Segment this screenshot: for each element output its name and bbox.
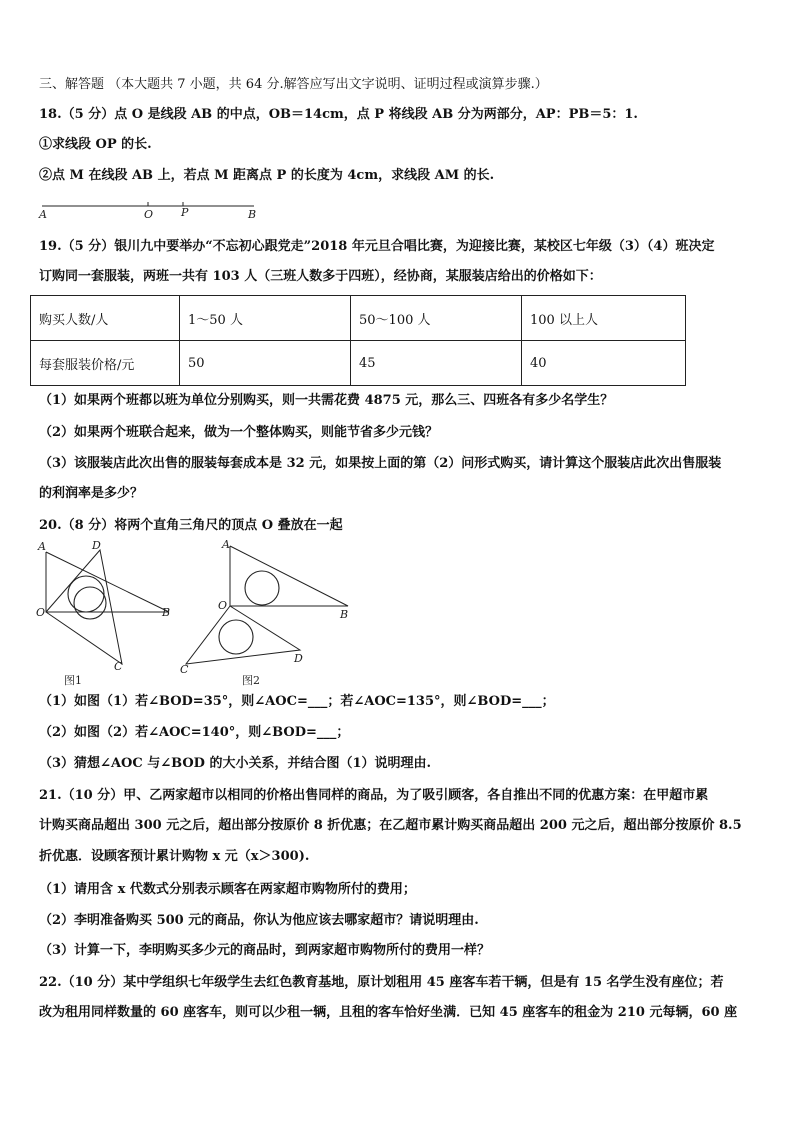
q19-part3-line1: （3）该服装店此次出售的服装每套成本是 32 元，如果按上面的第（2）问形式购买，请计算这个服装店此次出售服装 [39, 456, 722, 471]
fig1-caption: 图1 [64, 674, 82, 687]
point-a-label: A [39, 208, 47, 221]
table-cell: 45 [351, 341, 522, 386]
table-cell: 每套服装价格/元 [31, 341, 180, 386]
table-cell: 50 [180, 341, 351, 386]
fig2-label-d: D [294, 652, 303, 665]
fig2-label-o: O [218, 599, 228, 612]
q21-stem-line3: 折优惠．设顾客预计累计购物 x 元（x＞300). [39, 849, 310, 864]
table-cell: 购买人数/人 [31, 296, 180, 341]
q19-stem-line1: 19.（5 分）银川九中要举办“不忘初心跟党走”2018 年元旦合唱比赛，为迎接比赛，某校区七年级（3）（4）班决定 [39, 239, 715, 254]
point-b-label: B [248, 208, 257, 221]
fig2-label-c: C [180, 663, 189, 676]
fig2-label-a: A [222, 538, 230, 551]
price-table-row [31, 341, 686, 386]
fig1-label-c: C [114, 660, 123, 673]
q19-stem-line2: 订购同一套服装，两班一共有 103 人（三班人数多于四班），经协商，某服装店给出的价格如下： [39, 269, 602, 284]
q20-part1: （1）如图（1）若∠BOD=35°，则∠AOC=___；若∠AOC=135°，则∠BOD=___； [39, 694, 555, 709]
fig2-label-b: B [340, 608, 349, 621]
fig1-label-d: D [92, 539, 101, 552]
table-cell: 40 [522, 341, 686, 386]
q21-stem-line2: 计购买商品超出 300 元之后，超出部分按原价 8 折优惠；在乙超市累计购买商品超出 200 元之后，超出部分按原价 8.5 [39, 818, 742, 833]
figure-1 [34, 538, 184, 690]
q22-stem-line2: 改为租用同样数量的 60 座客车，则可以少租一辆，且租的客车恰好坐满．已知 45 座客车的租金为 210 元每辆，60 座 [39, 1005, 738, 1020]
q22-stem-line1: 22.（10 分）某中学组织七年级学生去红色教育基地，原计划租用 45 座客车若干辆，但是有 15 名学生没有座位；若 [39, 975, 724, 990]
segment-ab-figure [36, 198, 266, 224]
figure-2 [176, 536, 356, 690]
section-title: 三、解答题 （本大题共 7 小题，共 64 分.解答应写出文字说明、证明过程或演算步骤.） [39, 77, 548, 92]
fig1-label-a: A [38, 540, 46, 553]
point-p-label: P [181, 206, 189, 219]
table-cell: 1～50 人 [180, 296, 351, 341]
q18-stem: 18.（5 分）点 O 是线段 AB 的中点，OB＝14cm，点 P 将线段 AB 分为两部分，AP：PB＝5：1. [39, 107, 638, 122]
q20-part3: （3）猜想∠AOC 与∠BOD 的大小关系，并结合图（1）说明理由. [39, 756, 432, 771]
q19-part3-line2: 的利润率是多少？ [39, 486, 144, 501]
fig1-label-b: B [162, 606, 171, 619]
q21-part1: （1）请用含 x 代数式分别表示顾客在两家超市购物所付的费用； [39, 882, 416, 897]
fig1-label-o: O [36, 606, 46, 619]
point-o-label: O [144, 208, 154, 221]
q21-part2: （2）李明准备购买 500 元的商品，你认为他应该去哪家超市？请说明理由. [39, 913, 479, 928]
q19-part1: （1）如果两个班都以班为单位分别购买，则一共需花费 4875 元，那么三、四班各有多少名学生？ [39, 393, 614, 408]
q18-part1: ①求线段 OP 的长. [39, 137, 152, 152]
price-table-header-row [31, 296, 686, 341]
price-table [30, 295, 686, 386]
table-cell: 50～100 人 [351, 296, 522, 341]
fig2-caption: 图2 [242, 674, 260, 687]
q19-part2: （2）如果两个班联合起来，做为一个整体购买，则能节省多少元钱？ [39, 425, 439, 440]
q21-stem-line1: 21.（10 分）甲、乙两家超市以相同的价格出售同样的商品，为了吸引顾客，各自推出不同的优惠方案：在甲超市累 [39, 788, 709, 803]
q18-part2: ②点 M 在线段 AB 上，若点 M 距离点 P 的长度为 4cm，求线段 AM 的长. [39, 168, 495, 183]
q21-part3: （3）计算一下，李明购买多少元的商品时，到两家超市购物所付的费用一样？ [39, 943, 491, 958]
table-cell: 100 以上人 [522, 296, 686, 341]
q20-part2: （2）如图（2）若∠AOC=140°，则∠BOD=___； [39, 725, 350, 740]
q20-stem: 20.（8 分）将两个直角三角尺的顶点 O 叠放在一起 [39, 518, 343, 533]
